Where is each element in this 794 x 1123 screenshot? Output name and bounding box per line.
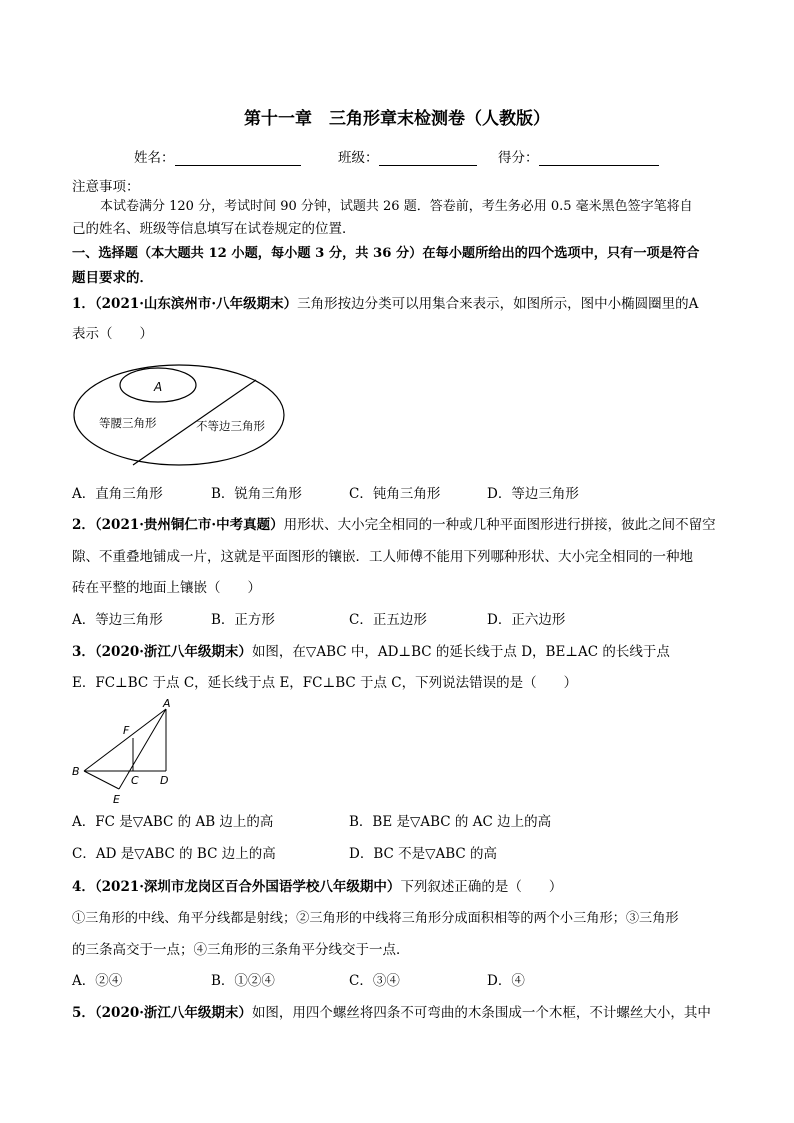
question-2-option-c[interactable]: C．正五边形 bbox=[349, 612, 427, 628]
notes-line-1: 本试卷满分 120 分，考试时间 90 分钟，试题共 26 题．答卷前，考生务必用 0.5 毫米黑色签字笔将自 bbox=[100, 199, 693, 214]
name-blank[interactable] bbox=[175, 151, 301, 166]
question-3-option-b[interactable]: B．BE 是▽ABC 的 AC 边上的高 bbox=[349, 814, 552, 830]
question-1-option-b[interactable]: B．锐角三角形 bbox=[211, 486, 302, 502]
question-4-line-3: 的三条高交于一点；④三角形的三条角平分线交于一点． bbox=[72, 942, 410, 958]
question-4-option-b[interactable]: B．①②④ bbox=[211, 973, 275, 989]
question-2-number: 2． bbox=[72, 517, 95, 533]
class-field[interactable] bbox=[338, 146, 477, 166]
question-3-source: （2020·浙江八年级期末） bbox=[94, 644, 252, 660]
point-c-label: C bbox=[131, 774, 139, 787]
question-2-line-2: 隙、不重叠地铺成一片，这就是平面图形的镶嵌．工人师傅不能用下列哪种形状、大小完全相同的一种地 bbox=[72, 549, 693, 565]
section-heading-line-1: 一、选择题（本大题共 12 小题，每小题 3 分，共 36 分）在每小题所给出的四个选项中，只有一项是符合 bbox=[72, 246, 700, 261]
question-1-figure bbox=[70, 360, 290, 470]
question-4-option-a[interactable]: A．②④ bbox=[72, 973, 123, 989]
question-1-text: 三角形按边分类可以用集合来表示，如图所示，图中小椭圆圈里的A bbox=[297, 296, 699, 312]
score-field[interactable] bbox=[498, 146, 659, 166]
question-3-option-d[interactable]: D．BC 不是▽ABC 的高 bbox=[349, 846, 498, 862]
question-4-line-1 bbox=[72, 879, 724, 895]
label-isosceles: 等腰三角形 bbox=[99, 416, 157, 430]
label-scalene: 不等边三角形 bbox=[196, 419, 265, 433]
segment-ae bbox=[119, 709, 169, 789]
name-label: 姓名： bbox=[134, 150, 175, 166]
section-heading-line-2: 题目要求的． bbox=[72, 270, 153, 286]
question-1-line-1 bbox=[72, 296, 724, 312]
question-5-number: 5． bbox=[72, 1005, 95, 1021]
question-3-number: 3． bbox=[72, 644, 95, 660]
question-4-option-d[interactable]: D．④ bbox=[487, 973, 525, 989]
score-label: 得分： bbox=[498, 150, 539, 166]
question-3-option-c[interactable]: C．AD 是▽ABC 的 BC 边上的高 bbox=[72, 846, 276, 862]
segment-ab bbox=[84, 709, 166, 771]
point-a-label: A bbox=[163, 697, 171, 710]
question-4-source: （2021·深圳市龙岗区百合外国语学校八年级期中） bbox=[94, 879, 401, 895]
question-3-text: 如图，在▽ABC 中，AD⊥BC 的延长线于点 D，BE⊥AC 的长线于点 bbox=[251, 644, 670, 660]
question-1-option-d[interactable]: D．等边三角形 bbox=[487, 486, 579, 502]
question-2-option-a[interactable]: A．等边三角形 bbox=[72, 612, 163, 628]
question-2-option-d[interactable]: D．正六边形 bbox=[487, 612, 566, 628]
score-blank[interactable] bbox=[539, 151, 659, 166]
notes-heading: 注意事项： bbox=[72, 179, 140, 195]
class-blank[interactable] bbox=[379, 151, 477, 166]
question-3-figure bbox=[68, 697, 188, 809]
question-3-option-a[interactable]: A．FC 是▽ABC 的 AB 边上的高 bbox=[72, 814, 274, 830]
point-d-label: D bbox=[160, 774, 169, 787]
question-1-source: （2021·山东滨州市·八年级期末） bbox=[94, 296, 298, 312]
question-4-option-c[interactable]: C．③④ bbox=[349, 973, 400, 989]
question-2-source: （2021·贵州铜仁市·中考真题） bbox=[94, 517, 284, 533]
question-1-line-2: 表示（ ） bbox=[72, 326, 153, 342]
page-title: 第十一章 三角形章末检测卷（人教版） bbox=[244, 109, 550, 129]
outer-ellipse bbox=[74, 365, 284, 465]
question-1-option-a[interactable]: A．直角三角形 bbox=[72, 486, 163, 502]
question-4-number: 4． bbox=[72, 879, 95, 895]
question-1-number: 1． bbox=[72, 296, 95, 312]
point-f-label: F bbox=[123, 724, 130, 737]
question-2-line-1 bbox=[72, 517, 724, 533]
question-1-option-c[interactable]: C．钝角三角形 bbox=[349, 486, 441, 502]
name-field[interactable] bbox=[134, 146, 301, 166]
question-2-line-3: 砖在平整的地面上镶嵌（ ） bbox=[72, 580, 261, 596]
question-4-line-2: ①三角形的中线、角平分线都是射线；②三角形的中线将三角形分成面积相等的两个小三角形；③三角形 bbox=[72, 911, 679, 926]
label-a: A bbox=[154, 380, 163, 394]
question-3-line-2: E．FC⊥BC 于点 C，延长线于点 E，FC⊥BC 于点 C，下列说法错误的是（ ） bbox=[72, 675, 578, 691]
question-5-text: 如图，用四个螺丝将四条不可弯曲的木条围成一个木框，不计螺丝大小，其中 bbox=[251, 1005, 711, 1021]
notes-line-2: 己的姓名、班级等信息填写在试卷规定的位置． bbox=[72, 221, 356, 237]
question-2-text: 用形状、大小完全相同的一种或几种平面图形进行拼接，彼此之间不留空 bbox=[283, 517, 716, 533]
class-label: 班级： bbox=[338, 150, 379, 166]
segment-be bbox=[84, 771, 119, 789]
point-b-label: B bbox=[72, 765, 80, 778]
point-e-label: E bbox=[113, 793, 120, 806]
question-5-line-1 bbox=[72, 1005, 724, 1021]
question-5-source: （2020·浙江八年级期末） bbox=[94, 1005, 252, 1021]
question-4-text: 下列叙述正确的是（ ） bbox=[400, 879, 563, 895]
question-3-line-1 bbox=[72, 644, 724, 660]
question-2-option-b[interactable]: B．正方形 bbox=[211, 612, 275, 628]
